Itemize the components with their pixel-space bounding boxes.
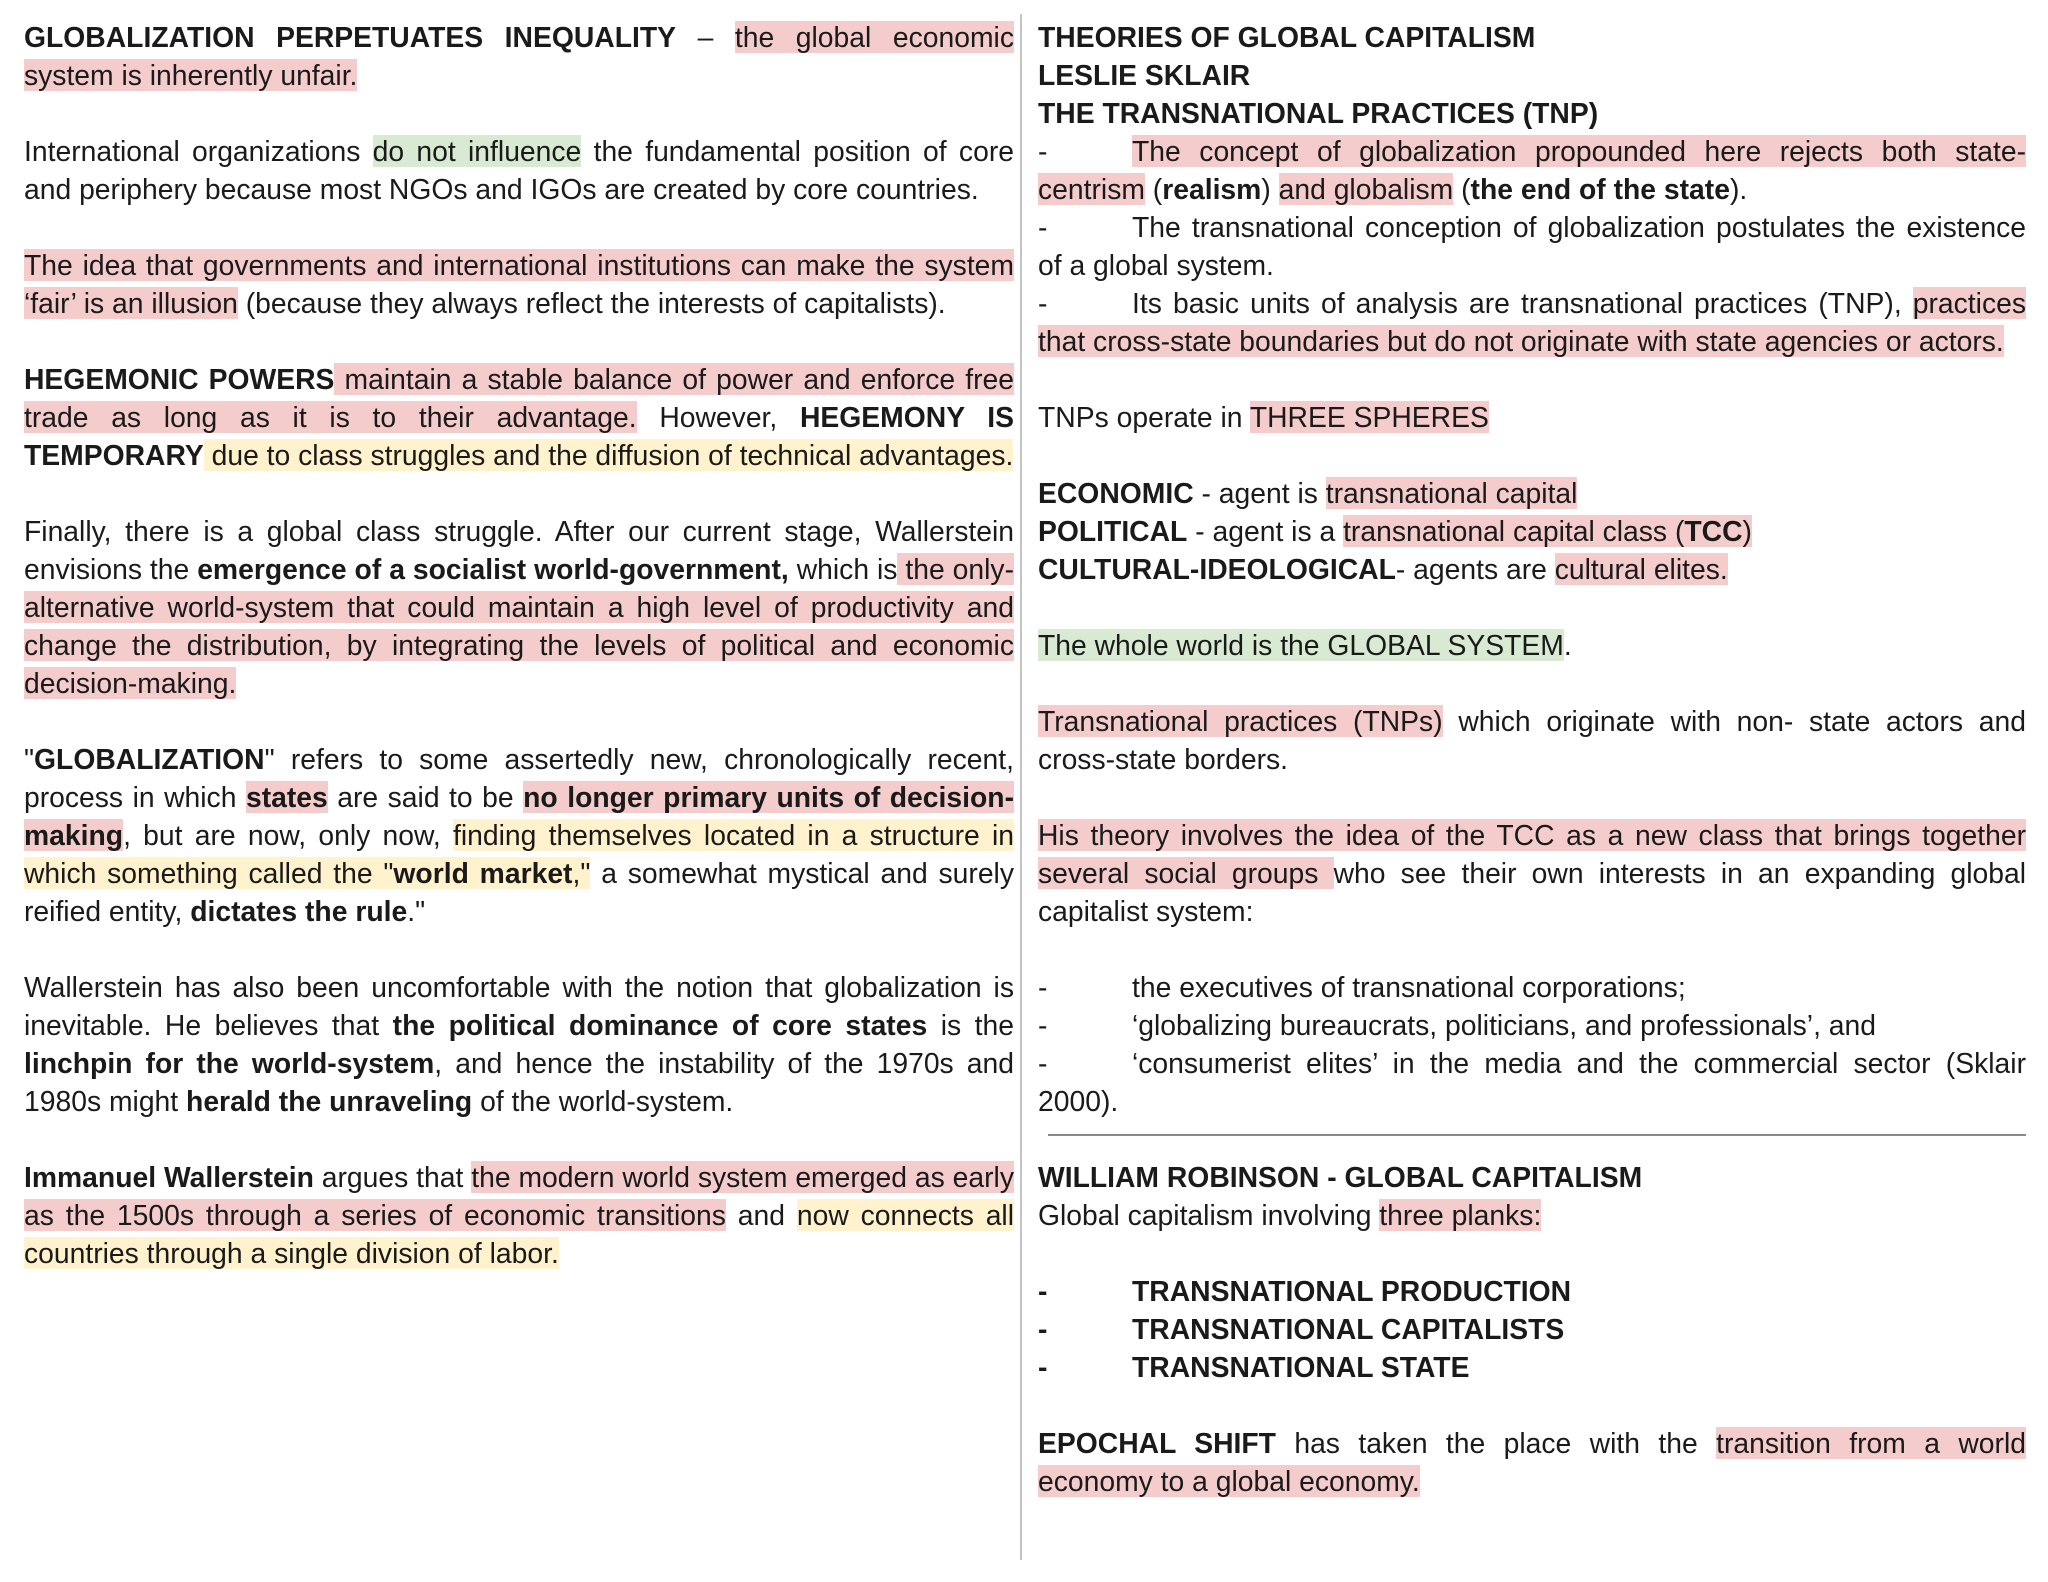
horizontal-rule: [1048, 1134, 2026, 1136]
paragraph-globalization-definition: "GLOBALIZATION" refers to some assertedly new, chronologically recent, process in which states are said to be no longer primary units of decision-making, but are now, only now, finding themselves located in a structure in which something called the "world market," a somewhat mystical and surely reified entity, dictates the rule.": [24, 743, 1014, 927]
heading-robinson: WILLIAM ROBINSON - GLOBAL CAPITALISM: [1038, 1161, 1643, 1193]
paragraph-hegemonic-powers: HEGEMONIC POWERS maintain a stable balance of power and enforce free trade as long as it is to their advantage. However, HEGEMONY IS TEMPORARY due to class struggles and the diffusion of technical advantages.: [24, 363, 1014, 471]
highlight-balance-of-power: maintain a stable balance of power and enforce free trade as long as it is to their advantage.: [24, 363, 1014, 433]
author-wallerstein: Immanuel Wallerstein: [24, 1161, 314, 1193]
highlight-division-of-labor: now connects all countries through a single division of labor.: [24, 1199, 1015, 1269]
highlight-only-alternative: the only-alternative world-system that could maintain a high level of productivity and change the distribution, by integrating the levels of political and economic decision-making.: [24, 553, 1014, 699]
sphere-economic: ECONOMIC - agent is transnational capital: [1038, 477, 1578, 509]
highlight-class-struggles: due to class struggles and the diffusion of technical advantages.: [203, 439, 1014, 471]
list-item: - the executives of transnational corporations;: [1038, 971, 1686, 1003]
paragraph-tnps: Transnational practices (TNPs) which originate with non- state actors and cross-state borders.: [1038, 705, 2026, 775]
highlight-unfair: the global economic system is inherently unfair.: [24, 21, 1014, 91]
socialist-world-government: emergence of a socialist world-government,: [197, 553, 789, 585]
highlight-states: states: [245, 781, 328, 813]
paragraph-illusion: The idea that governments and international institutions can make the system ‘fair’ is an illusion (because they always reflect the interests of capitalists).: [24, 249, 1014, 319]
list-item: - TRANSNATIONAL CAPITALISTS: [1038, 1313, 1565, 1345]
sphere-political: POLITICAL - agent is a transnational capital class (TCC): [1038, 515, 1752, 547]
highlight-illusion: The idea that governments and international institutions can make the system ‘fair’ is an illusion: [24, 249, 1014, 319]
heading-sklair: LESLIE SKLAIR: [1038, 59, 1251, 91]
paragraph-modern-world-system: Immanuel Wallerstein argues that the modern world system emerged as early as the 1500s through a series of economic transitions and now connects all countries through a single division of labor.: [24, 1161, 1015, 1269]
heading-inequality: GLOBALIZATION PERPETUATES INEQUALITY: [24, 21, 677, 53]
paragraph-wallerstein-inevitable: Wallerstein has also been uncomfortable with the notion that globalization is inevitable. He believes that the political dominance of core states is the linchpin for the world-system, and hence the instability of the 1970s and 1980s might herald the unraveling of the world-system.: [24, 971, 1015, 1117]
heading-tnp: THE TRANSNATIONAL PRACTICES (TNP): [1038, 97, 1599, 129]
bullet-rejects-state-centrism: - The concept of globalization propounded here rejects both state-centrism (realism) and globalism (the end of the state).: [1038, 135, 2026, 205]
highlight-modern-world-system: the modern world system emerged as early as the 1500s through a series of economic transitions: [24, 1161, 1014, 1231]
list-item: - ‘consumerist elites’ in the media and the commercial sector (Sklair 2000).: [1038, 1047, 2026, 1117]
highlight-do-not-influence: do not influence: [372, 135, 582, 167]
heading-hegemonic-powers: HEGEMONIC POWERS: [24, 363, 335, 395]
highlight-world-market: finding themselves located in a structure in which something called the "world market,": [24, 819, 1014, 889]
heading-theories: THEORIES OF GLOBAL CAPITALISM: [1038, 21, 1536, 53]
three-spheres-line: TNPs operate in THREE SPHERES: [1038, 401, 1489, 433]
paragraph-epochal-shift: EPOCHAL SHIFT has taken the place with the transition from a world economy to a global economy.: [1038, 1427, 2026, 1497]
right-column: [1038, 18, 2026, 1500]
list-item: - ‘globalizing bureaucrats, politicians, and professionals’, and: [1038, 1009, 1877, 1041]
paragraph-international-orgs: International organizations do not influence the fundamental position of core and periphery because most NGOs and IGOs are created by core countries.: [24, 135, 1014, 205]
left-column: [24, 18, 1014, 1310]
list-item: - TRANSNATIONAL PRODUCTION: [1038, 1275, 1572, 1307]
sphere-cultural: CULTURAL-IDEOLOGICAL- agents are cultural elites.: [1038, 553, 1728, 585]
highlight-no-longer-primary: no longer primary units of decision-making: [24, 781, 1014, 851]
list-item: - TRANSNATIONAL STATE: [1038, 1351, 1470, 1383]
three-planks-line: Global capitalism involving three planks:: [1038, 1199, 1542, 1231]
bullet-basic-units: - Its basic units of analysis are transnational practices (TNP), practices that cross-state boundaries but do not originate with state agencies or actors.: [1038, 287, 2026, 357]
paragraph-class-struggle: Finally, there is a global class struggle. After our current stage, Wallerstein envisions the emergence of a socialist world-government, which is the only-alternative world-system that could maintain a high level of productivity and change the distribution, by integrating the levels of political and economic decision-making.: [24, 515, 1014, 699]
paragraph-his-theory: His theory involves the idea of the TCC as a new class that brings together several social groups who see their own interests in an expanding global capitalist system:: [1038, 819, 2026, 927]
paragraph-inequality: GLOBALIZATION PERPETUATES INEQUALITY – the global economic system is inherently unfair.: [24, 21, 1014, 91]
hegemony-temporary: HEGEMONY IS TEMPORARY: [24, 401, 1014, 471]
bullet-global-system: - The transnational conception of globalization postulates the existence of a global system.: [1038, 211, 2026, 281]
whole-world-line: The whole world is the GLOBAL SYSTEM.: [1038, 629, 1572, 661]
column-divider: [1020, 14, 1022, 1560]
